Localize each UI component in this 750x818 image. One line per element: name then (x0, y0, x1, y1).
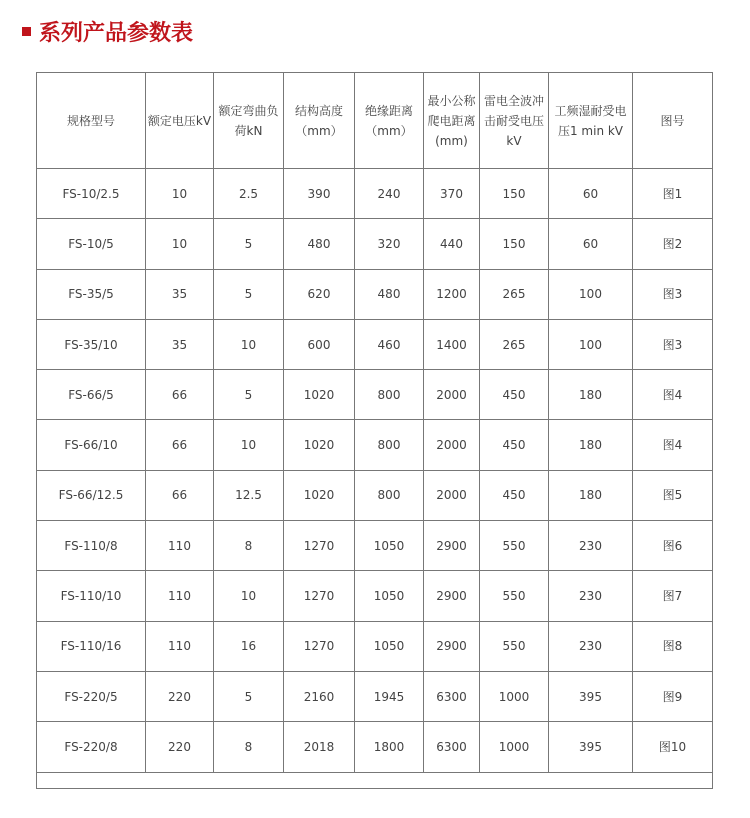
table-cell: 240 (355, 169, 424, 219)
table-cell: 1400 (424, 319, 480, 369)
table-cell: FS-220/8 (37, 722, 146, 772)
table-cell: FS-110/8 (37, 521, 146, 571)
table-cell: 395 (549, 671, 633, 721)
table-row (37, 521, 713, 571)
table-cell: 480 (284, 219, 355, 269)
section-title (22, 16, 193, 47)
table-cell: 230 (549, 621, 633, 671)
table-cell: 1270 (284, 621, 355, 671)
table-cell: 图2 (633, 219, 713, 269)
table-cell: 66 (146, 370, 214, 420)
table-cell: FS-66/12.5 (37, 470, 146, 520)
table-cell: 1020 (284, 420, 355, 470)
table-cell: 2000 (424, 370, 480, 420)
table-cell: 800 (355, 470, 424, 520)
table-cell: 图6 (633, 521, 713, 571)
table-row (37, 269, 713, 319)
table-cell: 5 (214, 671, 284, 721)
table-cell: 图5 (633, 470, 713, 520)
table-row (37, 219, 713, 269)
table-cell: 2000 (424, 420, 480, 470)
table-cell: 10 (214, 571, 284, 621)
table-cell: 800 (355, 420, 424, 470)
table-cell: 2160 (284, 671, 355, 721)
table-cell: 2000 (424, 470, 480, 520)
table-cell: 图4 (633, 420, 713, 470)
table-cell: 图10 (633, 722, 713, 772)
table-cell: 60 (549, 219, 633, 269)
table-cell: 100 (549, 319, 633, 369)
table-cell: 265 (480, 319, 549, 369)
table-cell: 1020 (284, 370, 355, 420)
table-cell: 图3 (633, 269, 713, 319)
table-cell: 800 (355, 370, 424, 420)
table-cell: 110 (146, 521, 214, 571)
column-header: 工频湿耐受电压1 min kV (549, 73, 633, 169)
table-cell: 2018 (284, 722, 355, 772)
table-cell: 460 (355, 319, 424, 369)
table-cell: 10 (214, 420, 284, 470)
table-cell: 220 (146, 671, 214, 721)
table-cell: 图7 (633, 571, 713, 621)
column-header: 额定电压kV (146, 73, 214, 169)
table-cell: FS-110/10 (37, 571, 146, 621)
table-row (37, 370, 713, 420)
table-cell: 12.5 (214, 470, 284, 520)
table-cell: 600 (284, 319, 355, 369)
table-cell: 5 (214, 269, 284, 319)
table-cell: 1270 (284, 521, 355, 571)
table-cell: 395 (549, 722, 633, 772)
table-cell: FS-110/16 (37, 621, 146, 671)
table-cell: 35 (146, 269, 214, 319)
table-cell: FS-35/10 (37, 319, 146, 369)
table-cell: 150 (480, 169, 549, 219)
table-cell: 8 (214, 722, 284, 772)
table-cell: 180 (549, 370, 633, 420)
table-cell: 230 (549, 571, 633, 621)
empty-cell (37, 772, 713, 788)
table-cell: 1945 (355, 671, 424, 721)
table-cell: 1050 (355, 521, 424, 571)
column-header: 规格型号 (37, 73, 146, 169)
table-row (37, 621, 713, 671)
table-row (37, 722, 713, 772)
table-cell: 2900 (424, 521, 480, 571)
table-cell: 265 (480, 269, 549, 319)
table-row (37, 671, 713, 721)
table-cell: FS-35/5 (37, 269, 146, 319)
table-cell: 5 (214, 370, 284, 420)
header-row (37, 73, 713, 169)
table-cell: 1270 (284, 571, 355, 621)
table-cell: 320 (355, 219, 424, 269)
table-cell: 1000 (480, 671, 549, 721)
table-cell: 370 (424, 169, 480, 219)
table-cell: 66 (146, 470, 214, 520)
table-cell: 图9 (633, 671, 713, 721)
table-cell: 1050 (355, 571, 424, 621)
table-cell: 620 (284, 269, 355, 319)
table-row (37, 169, 713, 219)
table-cell: 1200 (424, 269, 480, 319)
table-cell: 550 (480, 571, 549, 621)
table-cell: 180 (549, 420, 633, 470)
table-cell: 10 (214, 319, 284, 369)
product-parameter-table (36, 72, 713, 789)
table-cell: 220 (146, 722, 214, 772)
table-cell: 5 (214, 219, 284, 269)
table-cell: 10 (146, 219, 214, 269)
table-cell: 16 (214, 621, 284, 671)
table-cell: 35 (146, 319, 214, 369)
table-cell: 图3 (633, 319, 713, 369)
table-cell: 550 (480, 621, 549, 671)
table-cell: 2.5 (214, 169, 284, 219)
table-row (37, 470, 713, 520)
table-cell: 10 (146, 169, 214, 219)
table-cell: 6300 (424, 671, 480, 721)
empty-footer-row (37, 772, 713, 788)
table-cell: 450 (480, 470, 549, 520)
table-cell: 66 (146, 420, 214, 470)
table-cell: 60 (549, 169, 633, 219)
column-header: 最小公称爬电距离(mm) (424, 73, 480, 169)
table-cell: 1000 (480, 722, 549, 772)
table-cell: 150 (480, 219, 549, 269)
column-header: 结构高度（mm） (284, 73, 355, 169)
table-cell: 100 (549, 269, 633, 319)
table-cell: 390 (284, 169, 355, 219)
table-cell: 图8 (633, 621, 713, 671)
column-header: 绝缘距离（mm） (355, 73, 424, 169)
table-cell: FS-10/5 (37, 219, 146, 269)
table-cell: 2900 (424, 621, 480, 671)
table-cell: 180 (549, 470, 633, 520)
column-header: 图号 (633, 73, 713, 169)
table-cell: 2900 (424, 571, 480, 621)
table-row (37, 319, 713, 369)
table-cell: 1020 (284, 470, 355, 520)
table-cell: 450 (480, 420, 549, 470)
table-row (37, 571, 713, 621)
table-cell: 110 (146, 621, 214, 671)
table-row (37, 420, 713, 470)
table-cell: FS-220/5 (37, 671, 146, 721)
table-cell: 图4 (633, 370, 713, 420)
column-header: 额定弯曲负荷kN (214, 73, 284, 169)
table-cell: 450 (480, 370, 549, 420)
table-cell: 440 (424, 219, 480, 269)
table-cell: 图1 (633, 169, 713, 219)
table-cell: 8 (214, 521, 284, 571)
column-header: 雷电全波冲击耐受电压kV (480, 73, 549, 169)
table-cell: 1050 (355, 621, 424, 671)
table-cell: FS-66/10 (37, 420, 146, 470)
bullet-square-icon (22, 27, 31, 36)
section-title-text: 系列产品参数表 (39, 21, 194, 46)
table-cell: 110 (146, 571, 214, 621)
table-cell: 1800 (355, 722, 424, 772)
table-cell: FS-66/5 (37, 370, 146, 420)
table-cell: 6300 (424, 722, 480, 772)
table-cell: 230 (549, 521, 633, 571)
table-cell: 480 (355, 269, 424, 319)
table-cell: FS-10/2.5 (37, 169, 146, 219)
table-cell: 550 (480, 521, 549, 571)
